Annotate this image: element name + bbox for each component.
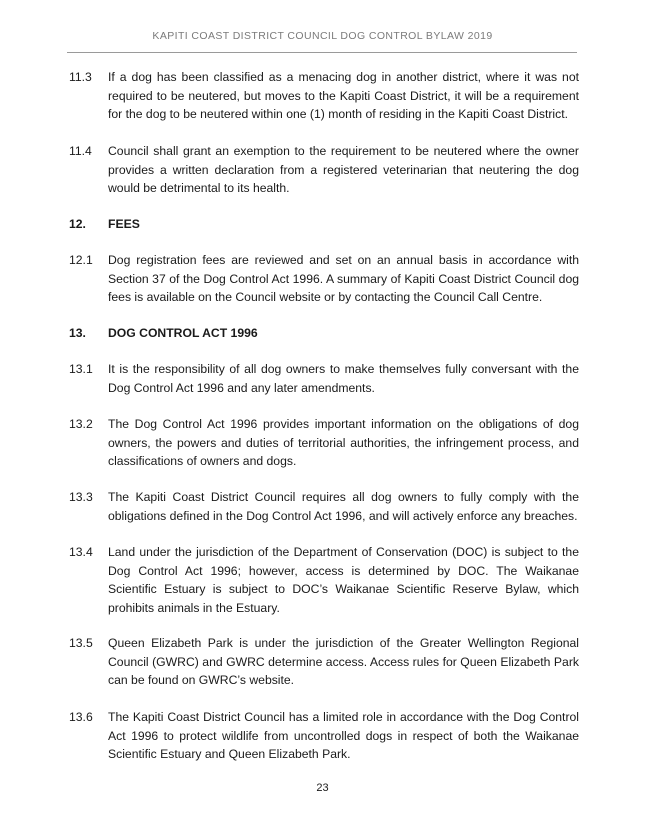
clause-text: The Kapiti Coast District Council has a limited role in accordance with the Dog Control Act 1996 to protect wildlife from uncontrolled dogs in respect of both the Waikanae Scientific Estuary and Queen Elizabeth Park. <box>108 710 579 761</box>
clause-13-4 <box>69 543 579 617</box>
clause-number: 13.5 <box>69 636 93 650</box>
clause-number: 13.1 <box>69 362 93 376</box>
section-title: FEES <box>108 217 140 231</box>
clause-text: It is the responsibility of all dog owners to make themselves fully conversant with the Dog Control Act 1996 and any later amendments. <box>108 362 579 395</box>
section-heading-dog-control-act <box>69 324 258 342</box>
clause-13-3 <box>69 488 579 525</box>
clause-13-1 <box>69 360 579 397</box>
clause-number: 13.4 <box>69 545 93 559</box>
section-number: 13. <box>69 326 86 340</box>
clause-12-1 <box>69 251 579 307</box>
clause-13-5 <box>69 634 579 690</box>
header-divider <box>67 52 577 53</box>
clause-text: If a dog has been classified as a menacing dog in another district, where it was not required to be neutered, but moves to the Kapiti Coast District, it will be a requirement for the dog to be neutered within one (1) month of residing in the Kapiti Coast District. <box>108 70 579 121</box>
clause-number: 12.1 <box>69 253 93 267</box>
section-title: DOG CONTROL ACT 1996 <box>108 326 258 340</box>
clause-text: Dog registration fees are reviewed and set on an annual basis in accordance with Section 37 of the Dog Control Act 1996. A summary of Kapiti Coast District Council dog fees is available on the Council website or by contacting the Council Call Centre. <box>108 253 579 304</box>
section-heading-fees <box>69 215 140 233</box>
clause-number: 13.6 <box>69 710 93 724</box>
clause-number: 11.4 <box>69 144 92 158</box>
section-number: 12. <box>69 217 86 231</box>
clause-number: 11.3 <box>69 70 92 84</box>
page-number: 23 <box>316 782 329 794</box>
clause-text: The Dog Control Act 1996 provides important information on the obligations of dog owners, the powers and duties of territorial authorities, the infringement process, and classifications of owners and dogs. <box>108 417 579 468</box>
clause-13-6 <box>69 708 579 764</box>
clause-11-4 <box>69 142 579 198</box>
clause-number: 13.3 <box>69 490 93 504</box>
clause-text: Queen Elizabeth Park is under the jurisdiction of the Greater Wellington Regional Council (GWRC) and GWRC determine access. Access rules for Queen Elizabeth Park can be found on GWRC’s website. <box>108 636 579 687</box>
clause-text: The Kapiti Coast District Council requires all dog owners to fully comply with the obligations defined in the Dog Control Act 1996, and will actively enforce any breaches. <box>108 490 579 523</box>
clause-11-3 <box>69 68 579 124</box>
running-header: KAPITI COAST DISTRICT COUNCIL DOG CONTROL BYLAW 2019 <box>152 30 493 42</box>
clause-text: Land under the jurisdiction of the Department of Conservation (DOC) is subject to the Dog Control Act 1996; however, access is determined by DOC. The Waikanae Scientific Estuary is subject to DOC’s Waikanae Scientific Reserve Bylaw, which prohibits animals in the Estuary. <box>108 545 579 615</box>
clause-text: Council shall grant an exemption to the requirement to be neutered where the owner provides a written declaration from a registered veterinarian that neutering the dog would be detrimental to its health. <box>108 144 579 195</box>
clause-number: 13.2 <box>69 417 93 431</box>
clause-13-2 <box>69 415 579 471</box>
